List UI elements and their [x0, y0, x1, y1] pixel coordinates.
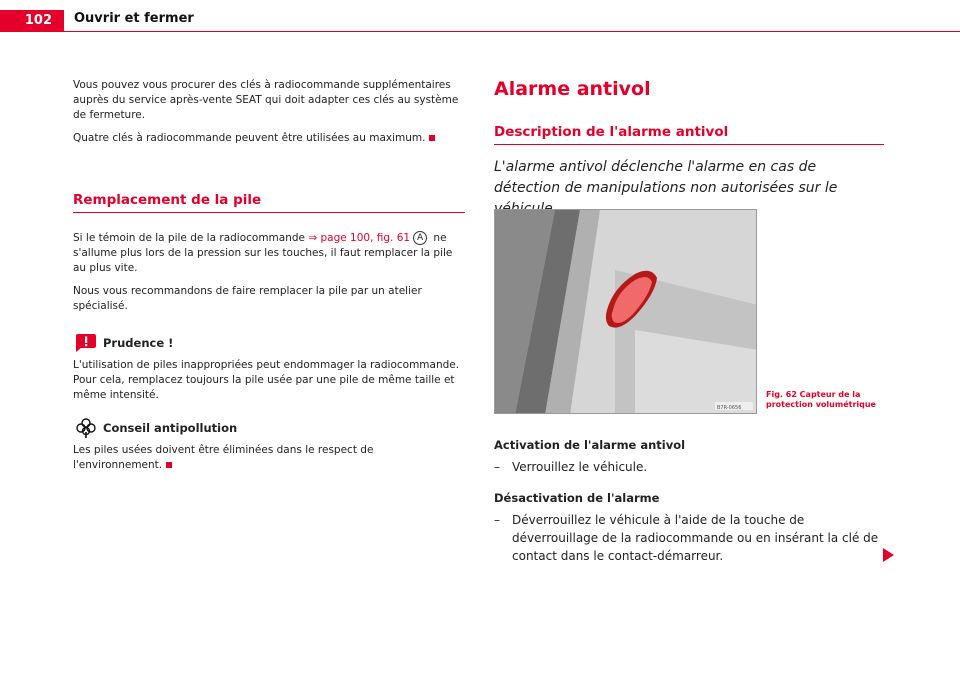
battery-text-a: Si le témoin de la pile de la radiocommande — [73, 232, 309, 244]
step-dash: – — [494, 513, 500, 527]
eco-heading — [73, 417, 465, 439]
left-column — [73, 78, 465, 481]
eco-title: Conseil antipollution — [103, 421, 238, 435]
figure-code: B7R-0656 — [717, 405, 742, 411]
figure-caption: Fig. 62 Capteur de la protection volumétrique — [766, 390, 876, 409]
intro-paragraph-1: Vous pouvez vous procurer des clés à radiocommande supplémentaires auprès du service après-vente SEAT qui doit adapter ces clés au système de fermeture. — [73, 79, 459, 121]
main-section-title: Alarme antivol — [494, 78, 651, 100]
activation-step — [494, 458, 884, 476]
reference-marker-a: A — [413, 231, 427, 245]
activation-step-text: Verrouillez le véhicule. — [512, 460, 648, 474]
deactivation-step-text: Déverrouillez le véhicule à l'aide de la touche de déverrouillage de la radiocommande ou en insérant la clé de contact dans le contact-démarreur. — [512, 513, 879, 563]
tree-icon — [73, 417, 99, 439]
battery-paragraph-1 — [73, 231, 465, 276]
figure-62-image — [494, 209, 757, 414]
battery-paragraph-2: Nous vous recommandons de faire remplacer la pile par un atelier spécialisé. — [73, 285, 422, 312]
caution-text: L'utilisation de piles inappropriées peut endommager la radiocommande. Pour cela, remplacez toujours la pile usée par une pile de même taille et même intensité. — [73, 359, 460, 401]
deactivation-block — [494, 491, 884, 565]
warning-icon — [73, 332, 99, 354]
activation-block — [494, 438, 884, 476]
activation-title: Activation de l'alarme antivol — [494, 438, 686, 452]
deactivation-step — [494, 511, 884, 565]
page-header — [0, 0, 960, 32]
continue-arrow-icon[interactable] — [883, 548, 894, 562]
eco-text-content: Les piles usées doivent être éliminées dans le respect de l'environnement. — [73, 444, 374, 471]
section-title-alarm: Description de l'alarme antivol — [494, 124, 884, 145]
page-reference-link[interactable]: ⇒ page 100, fig. 61 — [308, 232, 411, 244]
end-marker-icon — [166, 462, 172, 468]
intro-paragraph-2-text: Quatre clés à radiocommande peuvent être utilisées au maximum. — [73, 132, 426, 144]
caution-title: Prudence ! — [103, 336, 174, 350]
step-dash: – — [494, 460, 500, 474]
header-rule — [64, 31, 960, 32]
chapter-title: Ouvrir et fermer — [74, 11, 194, 26]
deactivation-title: Désactivation de l'alarme — [494, 491, 660, 505]
intro-paragraph-2 — [73, 131, 465, 146]
battery-text-b: ne s'allume plus lors de la pression sur les touches, il faut remplacer la pile au plus vite. — [73, 232, 453, 274]
sensor-photo — [495, 210, 757, 414]
caution-heading — [73, 332, 465, 354]
page-number: 102 — [0, 10, 64, 32]
right-column — [494, 78, 884, 220]
section-title-battery: Remplacement de la pile — [73, 192, 465, 213]
end-marker-icon — [429, 135, 435, 141]
eco-text — [73, 443, 465, 473]
alarm-intro: L'alarme antivol déclenche l'alarme en cas de détection de manipulations non autorisées sur le — [494, 159, 838, 196]
